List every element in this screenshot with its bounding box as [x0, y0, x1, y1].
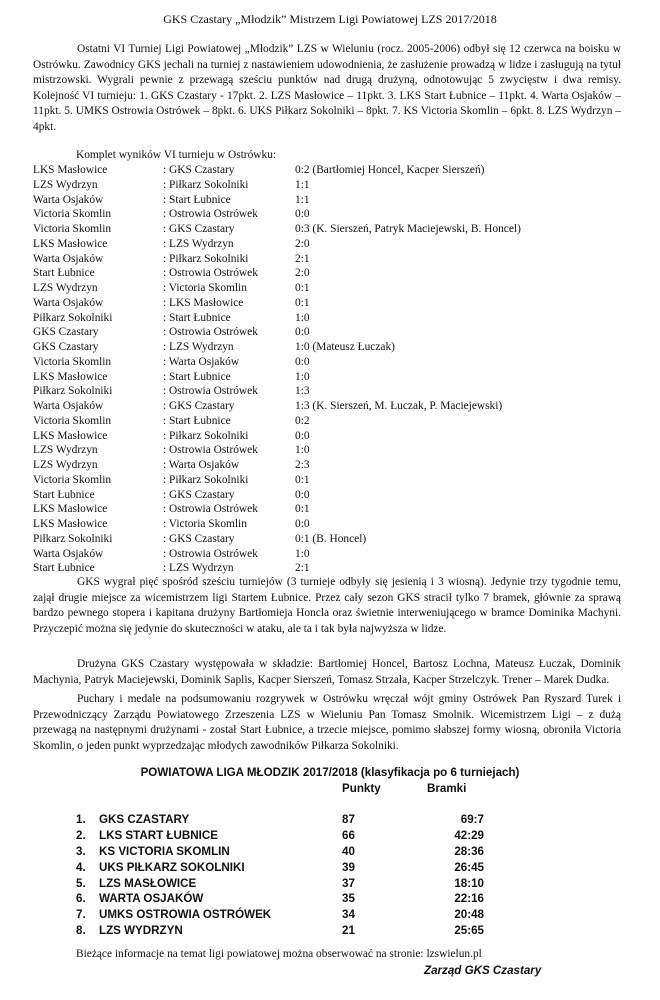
result-row: [33, 222, 633, 237]
result-away-team: : GKS Czastary: [163, 532, 235, 545]
intro-paragraph-text: Ostatni VI Turniej Ligi Powiatowej „Młodzik” LZS w Wieluniu (rocz. 2005-2006) odbył się 12 czerwca na boisku w Ostrówku. Zawodnicy GKS jechali na turniej z nastawieniem udowodnienia, że zasłużenie prowadzą w lidze i zasługują na tytuł mistrzowski. Wygrali pewnie z przewagą sześciu punktów nad drugą drużyną, odnotowując 5 zwycięstw i dwa remisy. Kolejność VI turnieju: 1. GKS Czastary - 17pkt. 2. LZS Masłowice – 11pkt. 3. LKS Start Łubnice – 11pkt. 4. Warta Osjaków – 11pkt. 5. UMKS Ostrowia Ostrówek – 8pkt. 6. UKS Piłkarz Sokolniki – 8pkt. 7. KS Victoria Skomlin – 6pkt. 8. LZS Wydrzyn – 4pkt.: [33, 43, 621, 133]
result-score: 1:3 (K. Sierszeń, M. Łuczak, P. Maciejewski): [295, 400, 503, 412]
result-score: 0:0: [295, 429, 310, 442]
result-away-team: : Ostrowia Ostrówek: [163, 444, 258, 457]
result-row: [33, 355, 633, 370]
result-home-team: LZS Wydrzyn: [33, 444, 98, 457]
result-away-team: : Warta Osjaków: [163, 459, 240, 471]
result-home-team: LKS Masłowice: [33, 370, 108, 383]
result-away-team: : GKS Czastary: [163, 164, 235, 176]
result-row: [33, 163, 633, 178]
result-home-team: LZS Wydrzyn: [33, 178, 98, 191]
result-score: 2:3: [295, 459, 310, 471]
result-away-team: : LZS Wydrzyn: [163, 237, 234, 250]
result-row: [33, 252, 633, 267]
result-score: 0:1: [295, 296, 310, 309]
standings-points: 66: [342, 828, 355, 842]
awards-paragraph: [33, 692, 621, 754]
result-row: [33, 488, 633, 503]
result-home-team: Victoria Skomlin: [33, 208, 112, 221]
standings-goals: 28:36: [454, 844, 484, 858]
result-home-team: Start Łubnice: [33, 562, 95, 575]
result-row: [33, 414, 633, 429]
result-away-team: : Start Łubnice: [163, 370, 231, 383]
result-row: [33, 502, 633, 517]
result-away-team: : GKS Czastary: [163, 223, 235, 235]
result-away-team: : Ostrowia Ostrówek: [163, 326, 258, 339]
result-score: 2:1: [295, 562, 310, 575]
result-score: 2:0: [295, 237, 310, 250]
standings-team: KS VICTORIA SKOMLIN: [99, 844, 230, 858]
standings-goals: 18:10: [454, 876, 484, 890]
standings-goals: 42:29: [454, 828, 484, 842]
result-row: [33, 561, 633, 576]
standings-points: 37: [342, 876, 355, 890]
result-home-team: Piłkarz Sokolniki: [33, 311, 113, 324]
intro-paragraph: [33, 42, 621, 135]
awards-paragraph-text: Puchary i medale na podsumowaniu rozgrywek w Ostrówku wręczał wójt gminy Ostrówek Pan Ryszard Turek i Przewodniczący Zarządu Powiatowego Zrzeszenia LZS w Wieluniu Pan Tomasz Smolnik. Wicemistrzem Ligi – z dużą przewagą na następnymi drużynami - został Start Łubnice, a trzecie miejsce, pomimo słabszej formy wiosną, obroniła Victoria Skomlin, o jeden punkt wyprzedzając młodych zawodników Piłkarza Sokolniki.: [33, 693, 621, 752]
standings-row: [0, 844, 660, 860]
result-home-team: Piłkarz Sokolniki: [33, 532, 113, 545]
result-away-team: : Piłkarz Sokolniki: [163, 252, 249, 265]
result-home-team: Start Łubnice: [33, 267, 95, 280]
standings-header-points: Punkty: [342, 782, 381, 795]
result-away-team: : Warta Osjaków: [163, 355, 240, 368]
standings-title: POWIATOWA LIGA MŁODZIK 2017/2018 (klasyfikacja po 6 turniejach): [140, 766, 520, 779]
result-home-team: Victoria Skomlin: [33, 223, 112, 235]
result-home-team: Victoria Skomlin: [33, 355, 112, 368]
result-row: [33, 473, 633, 488]
result-score: 2:0: [295, 267, 310, 280]
result-away-team: : GKS Czastary: [163, 488, 235, 501]
result-home-team: LZS Wydrzyn: [33, 459, 98, 471]
result-home-team: Warta Osjaków: [33, 252, 104, 265]
result-score: 0:1: [295, 282, 310, 294]
result-row: [33, 237, 633, 252]
result-score: 0:0: [295, 518, 310, 530]
result-score: 0:2 (Bartłomiej Honcel, Kacper Sierszeń): [295, 164, 485, 176]
result-away-team: : Victoria Skomlin: [163, 518, 247, 530]
standings-goals: 69:7: [460, 813, 484, 826]
footer-info: Bieżące informacje na temat ligi powiatowej można obserwować na stronie: lzswielun.pl: [76, 948, 482, 960]
result-row: [33, 384, 633, 399]
standings-points: 21: [342, 924, 355, 938]
standings-position: 1.: [76, 813, 86, 826]
results-list: [33, 163, 633, 576]
result-away-team: : Piłkarz Sokolniki: [163, 178, 249, 191]
result-score: 0:3 (K. Sierszeń, Patryk Maciejewski, B. Honcel): [295, 223, 521, 235]
results-heading: Komplet wyników VI turnieju w Ostrówku:: [76, 149, 277, 161]
result-away-team: : Start Łubnice: [163, 193, 231, 206]
result-score: 1:0: [295, 444, 310, 457]
result-home-team: LKS Masłowice: [33, 503, 108, 516]
result-home-team: Warta Osjaków: [33, 296, 104, 309]
standings-header-goals: Bramki: [427, 782, 467, 795]
standings-team: LKS START ŁUBNICE: [99, 828, 218, 842]
standings-team: UMKS OSTROWIA OSTRÓWEK: [99, 908, 272, 922]
result-row: [33, 207, 633, 222]
result-score: 0:0: [295, 488, 310, 501]
result-score: 2:1: [295, 252, 310, 265]
result-row: [33, 325, 633, 340]
result-score: 0:2: [295, 414, 310, 427]
standings-row: [0, 812, 660, 828]
result-away-team: : LZS Wydrzyn: [163, 341, 234, 353]
standings-row: [0, 828, 660, 844]
standings-goals: 26:45: [454, 860, 484, 874]
result-away-team: : Ostrowia Ostrówek: [163, 267, 258, 280]
result-row: [33, 178, 633, 193]
standings-position: 4.: [76, 860, 86, 874]
result-home-team: Piłkarz Sokolniki: [33, 385, 113, 398]
result-away-team: : Start Łubnice: [163, 311, 231, 324]
result-away-team: : Piłkarz Sokolniki: [163, 429, 249, 442]
standings-team: LZS MASŁOWICE: [99, 876, 197, 890]
result-away-team: : Piłkarz Sokolniki: [163, 473, 249, 486]
squad-paragraph-text: Drużyna GKS Czastary występowała w składzie: Bartłomiej Honcel, Bartosz Lochna, Mateusz Łuczak, Dominik Machynia, Patryk Maciejewski, Dominik Saplis, Kacper Sierszeń, Tomasz Strzała, Kacper Strzelczyk. Trener – Marek Dudka.: [33, 658, 621, 686]
result-row: [33, 532, 633, 547]
standings-team: LZS WYDRZYN: [99, 924, 183, 938]
result-score: 1:0: [295, 547, 310, 560]
result-row: [33, 193, 633, 208]
standings-row: [0, 876, 660, 892]
result-home-team: GKS Czastary: [33, 341, 99, 353]
standings-row: [0, 891, 660, 907]
standings-team: UKS PIŁKARZ SOKOLNIKI: [99, 860, 245, 874]
standings-position: 7.: [76, 908, 86, 922]
result-home-team: LKS Masłowice: [33, 518, 108, 530]
result-home-team: LKS Masłowice: [33, 237, 108, 250]
result-score: 0:1: [295, 473, 310, 486]
result-row: [33, 296, 633, 311]
result-away-team: : LZS Wydrzyn: [163, 562, 234, 575]
result-score: 0:0: [295, 326, 310, 339]
result-score: 0:0: [295, 355, 310, 368]
summary-paragraph: [33, 575, 621, 637]
result-score: 1:1: [295, 193, 310, 206]
standings-points: 34: [342, 908, 355, 922]
standings-position: 2.: [76, 828, 86, 842]
result-home-team: LKS Masłowice: [33, 164, 108, 176]
summary-paragraph-text: GKS wygrał pięć spośród sześciu turniejów (3 turnieje odbyły się jesienią i 3 wiosną). Jedynie trzy tygodnie temu, zajął drugie miejsce za wicemistrzem ligi Startem Łubnice. Przez cały sezon GKS stracił tylko 7 bramek, głównie za sprawą bardzo pewnego stopera i kapitana drużyny Bartłomieja Honcla oraz świetnie interweniującego w bramce Dominika Machyni. Przyczepić można się jedynie do skuteczności w ataku, ale ta i tak była najwyższa w lidze.: [33, 576, 621, 635]
standings-points: 87: [342, 813, 355, 826]
result-home-team: Victoria Skomlin: [33, 414, 112, 427]
result-home-team: Victoria Skomlin: [33, 473, 112, 486]
result-score: 1:0: [295, 311, 310, 324]
standings-position: 3.: [76, 844, 86, 858]
result-row: [33, 517, 633, 532]
result-home-team: LZS Wydrzyn: [33, 282, 98, 294]
signature: Zarząd GKS Czastary: [424, 964, 542, 977]
result-row: [33, 370, 633, 385]
result-away-team: : Ostrowia Ostrówek: [163, 208, 258, 221]
standings-team: GKS CZASTARY: [99, 813, 190, 826]
result-away-team: : Victoria Skomlin: [163, 282, 247, 294]
result-score: 1:0 (Mateusz Łuczak): [295, 341, 395, 353]
result-home-team: Warta Osjaków: [33, 547, 104, 560]
result-away-team: : Ostrowia Ostrówek: [163, 385, 258, 398]
result-home-team: LKS Masłowice: [33, 429, 108, 442]
standings-row: [0, 907, 660, 923]
standings-goals: 20:48: [454, 908, 484, 922]
result-score: 1:0: [295, 370, 310, 383]
standings-position: 8.: [76, 924, 86, 938]
result-row: [33, 443, 633, 458]
document-title: GKS Czastary „Młodzik” Mistrzem Ligi Powiatowej LZS 2017/2018: [163, 12, 497, 26]
standings-goals: 22:16: [454, 892, 484, 906]
result-score: 0:1 (B. Honcel): [295, 532, 367, 545]
standings-points: 39: [342, 860, 355, 874]
standings-row: [0, 923, 660, 939]
result-away-team: : Ostrowia Ostrówek: [163, 547, 258, 560]
result-row: [33, 458, 633, 473]
standings-row: [0, 860, 660, 876]
result-row: [33, 266, 633, 281]
result-home-team: Warta Osjaków: [33, 193, 104, 206]
result-row: [33, 429, 633, 444]
result-away-team: : LKS Masłowice: [163, 296, 244, 309]
standings-team: WARTA OSJAKÓW: [99, 892, 204, 906]
standings-points: 35: [342, 892, 355, 906]
result-score: 1:1: [295, 178, 310, 191]
standings-points: 40: [342, 844, 355, 858]
result-home-team: Start Łubnice: [33, 488, 95, 501]
result-away-team: : GKS Czastary: [163, 400, 235, 412]
result-row: [33, 340, 633, 355]
result-home-team: GKS Czastary: [33, 326, 99, 339]
result-score: 1:3: [295, 385, 310, 398]
standings-goals: 25:65: [454, 924, 484, 938]
result-away-team: : Ostrowia Ostrówek: [163, 503, 258, 516]
standings-position: 6.: [76, 892, 86, 906]
squad-paragraph: [33, 657, 621, 688]
result-home-team: Warta Osjaków: [33, 400, 104, 412]
result-row: [33, 311, 633, 326]
result-row: [33, 399, 633, 414]
result-row: [33, 547, 633, 562]
result-score: 0:1: [295, 503, 310, 516]
standings-table: [0, 812, 660, 939]
result-away-team: : Start Łubnice: [163, 414, 231, 427]
result-score: 0:0: [295, 208, 310, 221]
result-row: [33, 281, 633, 296]
standings-position: 5.: [76, 876, 86, 890]
